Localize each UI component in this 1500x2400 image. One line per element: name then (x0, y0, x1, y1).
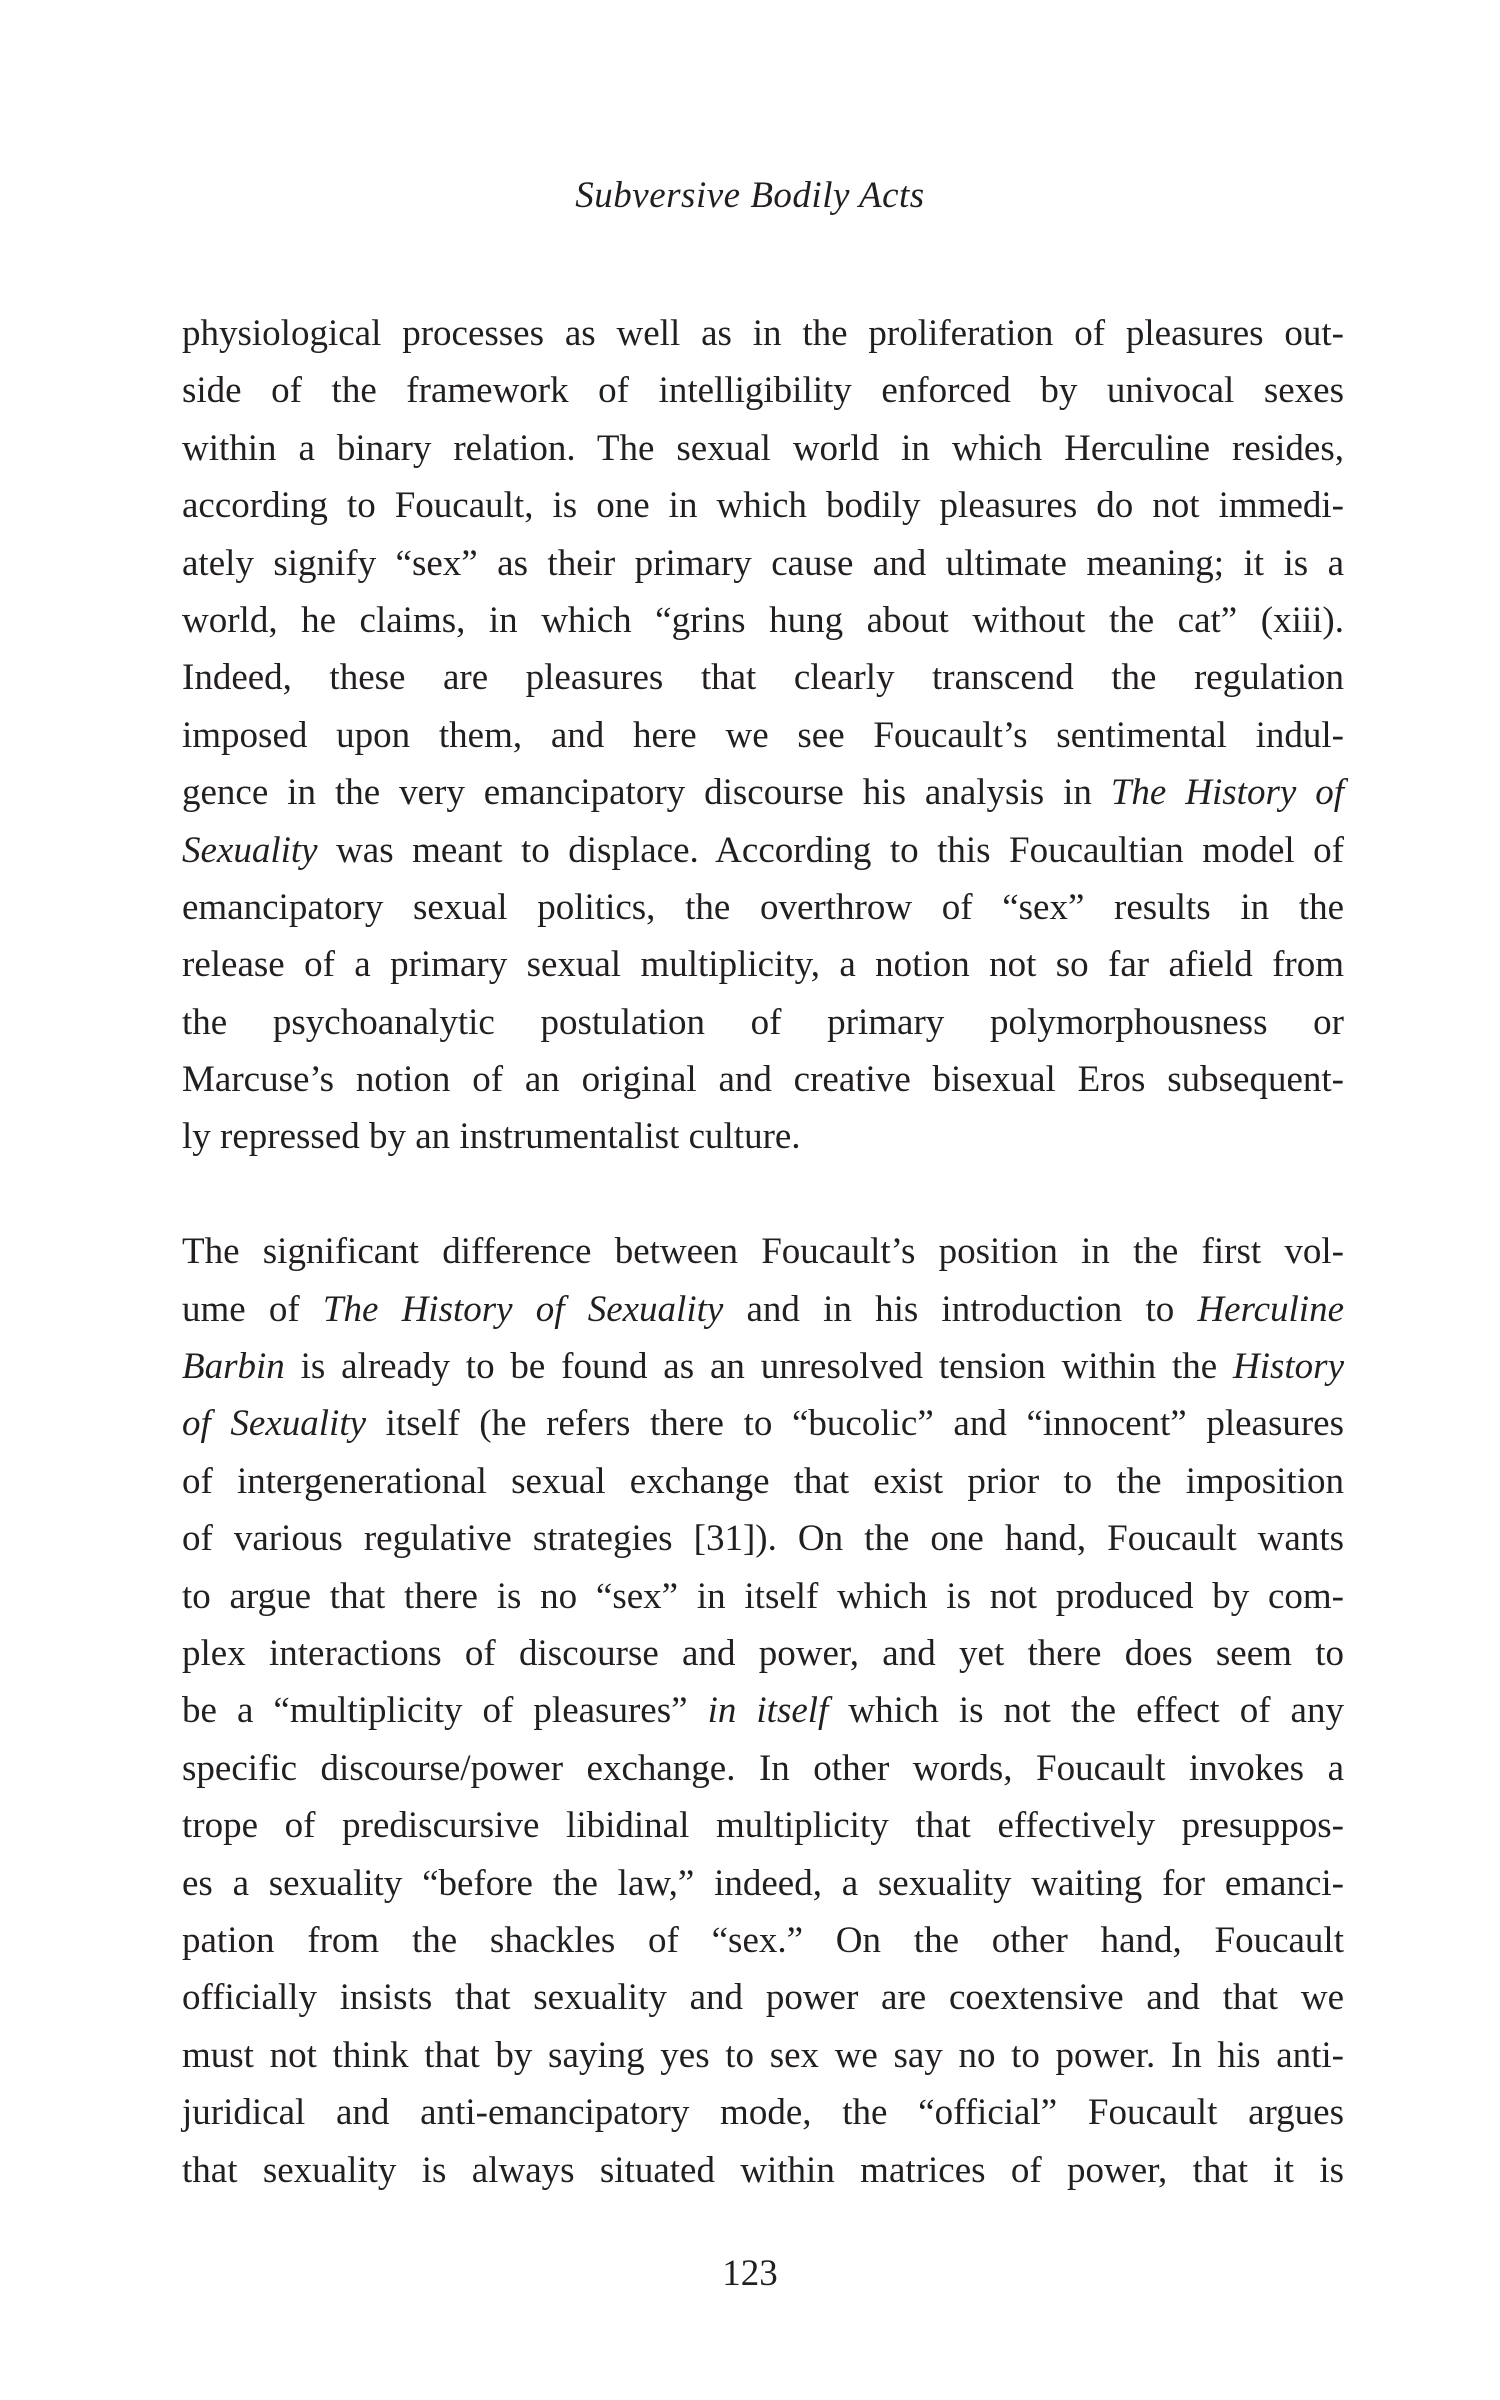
page-number: 123 (722, 2253, 778, 2294)
text-line: physiological processes as well as in the proliferation of pleasures out- (182, 313, 1344, 354)
paragraph-gap (182, 1166, 1344, 1223)
text-line: within a binary relation. The sexual world in which Herculine resides, (182, 427, 1344, 469)
text-line: according to Foucault, is one in which bodily pleasures do not immedi- (182, 485, 1344, 527)
text-line: trope of prediscursive libidinal multiplicity that effectively presuppos- (182, 1805, 1344, 1847)
text-line: of intergenerational sexual exchange that exist prior to the imposition (182, 1460, 1344, 1502)
text-line: Indeed, these are pleasures that clearly transcend the regulation (182, 657, 1344, 699)
text-line: world, he claims, in which “grins hung about without the cat” (xiii). (182, 599, 1344, 641)
text-line: officially insists that sexuality and power are coextensive and that we (182, 1977, 1344, 2019)
text-line: ately signify “sex” as their primary cause and ultimate meaning; it is a (182, 542, 1344, 584)
text-line: Barbin is already to be found as an unresolved tension within the History (182, 1346, 1344, 1388)
paragraph-1 (182, 305, 1344, 1166)
running-head: Subversive Bodily Acts (575, 175, 925, 216)
text-line: be a “multiplicity of pleasures” in itself which is not the effect of any (182, 1690, 1344, 1732)
text-line: of various regulative strategies [31]). On the one hand, Foucault wants (182, 1518, 1344, 1560)
text-line: that sexuality is always situated within matrices of power, that it is (182, 2149, 1344, 2191)
text-line: plex interactions of discourse and power, and yet there does seem to (182, 1632, 1344, 1674)
text-line: specific discourse/power exchange. In other words, Foucault invokes a (182, 1747, 1344, 1789)
body-text (182, 305, 1344, 2199)
text-line: Sexuality was meant to displace. According to this Foucaultian model of (182, 829, 1344, 871)
text-line: ly repressed by an instrumentalist culture. (182, 1116, 801, 1158)
text-line: ume of The History of Sexuality and in his introduction to Herculine (182, 1288, 1345, 1330)
text-line: Marcuse’s notion of an original and creative bisexual Eros subsequent- (182, 1059, 1344, 1101)
text-line: imposed upon them, and here we see Foucault’s sentimental indul- (182, 714, 1344, 756)
text-line: release of a primary sexual multiplicity, a notion not so far afield from (182, 944, 1344, 986)
paragraph-2 (182, 1223, 1344, 2199)
text-line: emancipatory sexual politics, the overthrow of “sex” results in the (182, 886, 1344, 928)
text-line: must not think that by saying yes to sex we say no to power. In his anti- (182, 2034, 1344, 2076)
text-line: side of the framework of intelligibility enforced by univocal sexes (182, 370, 1344, 412)
text-line: of Sexuality itself (he refers there to “bucolic” and “innocent” pleasures (182, 1403, 1344, 1445)
text-line: to argue that there is no “sex” in itself which is not produced by com- (182, 1575, 1344, 1617)
text-line: juridical and anti-emancipatory mode, the “official” Foucault argues (182, 2092, 1344, 2134)
text-line: pation from the shackles of “sex.” On the other hand, Foucault (182, 1919, 1344, 1961)
text-line: The significant difference between Foucault’s position in the first vol- (182, 1231, 1344, 1273)
text-line: the psychoanalytic postulation of primary polymorphousness or (182, 1001, 1344, 1043)
text-line: es a sexuality “before the law,” indeed, a sexuality waiting for emanci- (182, 1862, 1344, 1904)
text-line: gence in the very emancipatory discourse his analysis in The History of (182, 772, 1344, 814)
